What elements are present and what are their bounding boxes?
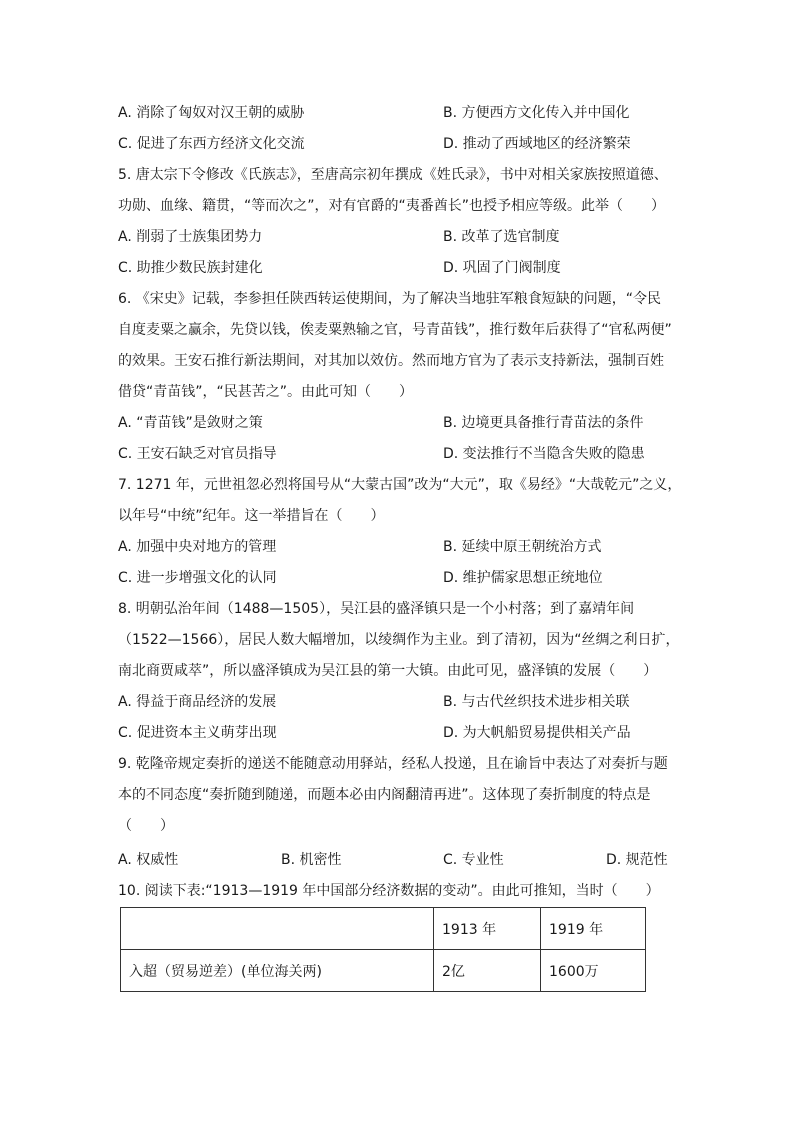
- q7-option-c: C. 进一步增强文化的认同: [118, 570, 277, 586]
- q8-stem-line-1: 8. 明朝弘治年间（1488—1505），吴江县的盛泽镇只是一个小村落；到了嘉靖年间: [118, 601, 635, 617]
- q9-option-a: A. 权威性: [118, 852, 179, 868]
- economic-data-table: [120, 907, 646, 992]
- table-cell: 2亿: [434, 950, 541, 992]
- q7-stem-line-2: 以年号“中统”纪年。这一举措旨在（ ）: [118, 508, 385, 524]
- table-row: [121, 950, 646, 992]
- q8-stem-line-2: （1522—1566），居民人数大幅增加，以绫绸作为主业。到了清初，因为“丝绸之利日扩，: [118, 632, 680, 648]
- q4-option-b: B. 方便西方文化传入并中国化: [443, 105, 630, 121]
- q9-option-c: C. 专业性: [443, 852, 504, 868]
- q9-stem-line-1: 9. 乾隆帝规定奏折的递送不能随意动用驿站，经私人投递，且在谕旨中表达了对奏折与题: [118, 756, 668, 772]
- q9-stem-line-3: （ ）: [118, 818, 174, 834]
- q8-stem-line-3: 南北商贾咸萃”，所以盛泽镇成为吴江县的第一大镇。由此可见，盛泽镇的发展（ ）: [118, 663, 658, 679]
- table-cell: 入超（贸易逆差）(单位海关两): [121, 950, 434, 992]
- q4-option-d: D. 推动了西域地区的经济繁荣: [443, 136, 631, 152]
- q7-option-d: D. 维护儒家思想正统地位: [443, 570, 603, 586]
- q5-option-a: A. 削弱了士族集团势力: [118, 229, 263, 245]
- q8-option-d: D. 为大帆船贸易提供相关产品: [443, 725, 631, 741]
- q10-stem: 10. 阅读下表:“1913—1919 年中国部分经济数据的变动”。由此可推知，当时（ ）: [118, 883, 660, 899]
- q6-option-a: A. “青苗钱”是敛财之策: [118, 415, 263, 431]
- q7-option-b: B. 延续中原王朝统治方式: [443, 539, 602, 555]
- q6-option-d: D. 变法推行不当隐含失败的隐患: [443, 446, 645, 462]
- q6-stem-line-3: 的效果。王安石推行新法期间，对其加以效仿。然而地方官为了表示支持新法，强制百姓: [118, 353, 664, 369]
- q6-option-b: B. 边境更具备推行青苗法的条件: [443, 415, 644, 431]
- q4-option-c: C. 促进了东西方经济文化交流: [118, 136, 305, 152]
- q9-option-b: B. 机密性: [281, 852, 342, 868]
- table-header-row: [121, 908, 646, 950]
- q5-option-b: B. 改革了选官制度: [443, 229, 560, 245]
- q5-stem-line-1: 5. 唐太宗下令修改《氏族志》，至唐高宗初年撰成《姓氏录》，书中对相关家族按照道德、: [118, 167, 668, 183]
- q5-stem-line-2: 功勋、血缘、籍贯，“等而次之”，对有官爵的“夷番酋长”也授予相应等级。此举（ ）: [118, 198, 666, 214]
- q6-option-c: C. 王安石缺乏对官员指导: [118, 446, 277, 462]
- q6-stem-line-1: 6. 《宋史》记载，李参担任陕西转运使期间，为了解决当地驻军粮食短缺的问题，“令民: [118, 291, 662, 307]
- q7-stem-line-1: 7. 1271 年，元世祖忽必烈将国号从“大蒙古国”改为“大元”，取《易经》“大哉乾元”之义，: [118, 477, 682, 493]
- q8-option-b: B. 与古代丝织技术进步相关联: [443, 694, 630, 710]
- table-cell: 1600万: [541, 950, 646, 992]
- q5-option-c: C. 助推少数民族封建化: [118, 260, 263, 276]
- q9-stem-line-2: 本的不同态度“奏折随到随递，而题本必由内阁翻清再进”。这体现了奏折制度的特点是: [118, 787, 651, 803]
- q8-option-a: A. 得益于商品经济的发展: [118, 694, 277, 710]
- q9-option-d: D. 规范性: [606, 852, 668, 868]
- q5-option-d: D. 巩固了门阀制度: [443, 260, 561, 276]
- table-header-cell: [121, 908, 434, 950]
- table-header-cell: 1919 年: [541, 908, 646, 950]
- q8-option-c: C. 促进资本主义萌芽出现: [118, 725, 277, 741]
- q6-stem-line-4: 借贷“青苗钱”，“民甚苦之”。由此可知（ ）: [118, 384, 414, 400]
- q4-option-a: A. 消除了匈奴对汉王朝的威胁: [118, 105, 305, 121]
- q7-option-a: A. 加强中央对地方的管理: [118, 539, 277, 555]
- table-header-cell: 1913 年: [434, 908, 541, 950]
- q6-stem-line-2: 自度麦粟之赢余，先贷以钱，俟麦粟熟输之官，号青苗钱”，推行数年后获得了“官私两便”: [118, 322, 672, 338]
